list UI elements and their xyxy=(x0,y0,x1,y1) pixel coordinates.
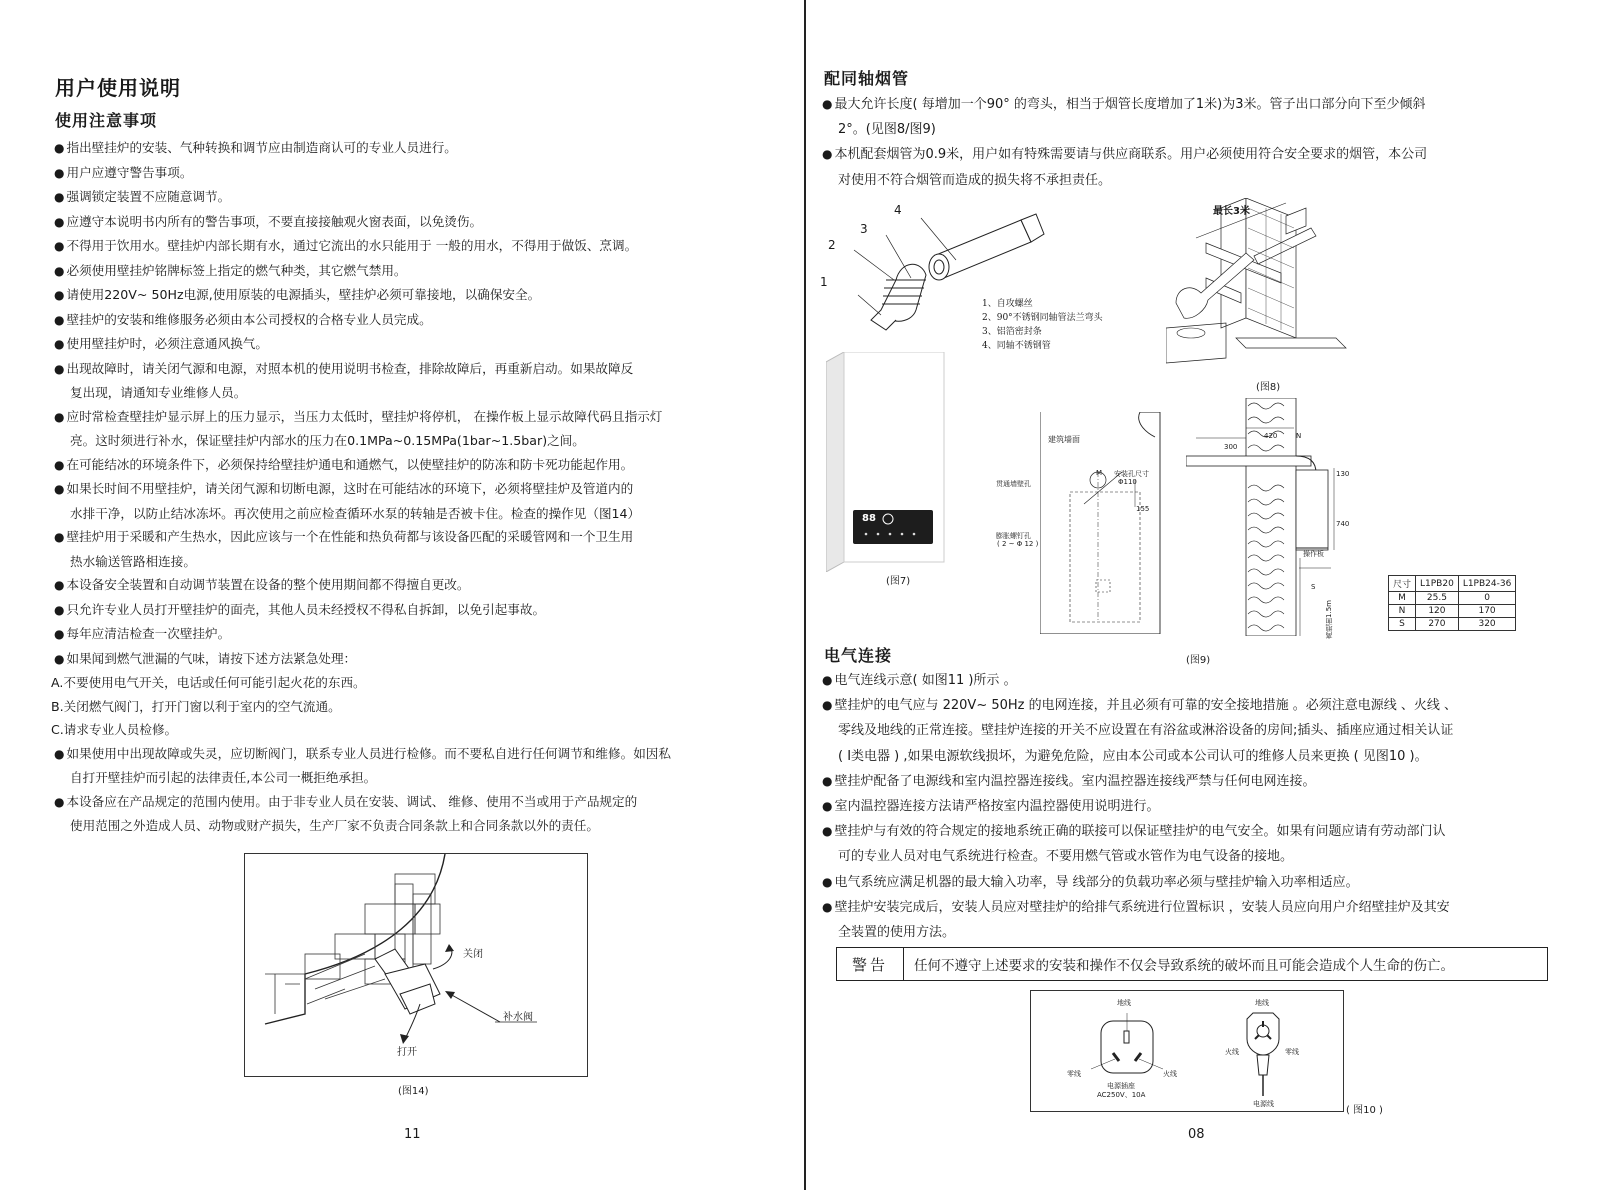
legend-item: 3、铝箔密封条 xyxy=(982,327,1042,337)
list-item-text: ● 用户应遵守警告事项。 xyxy=(54,165,192,180)
list-item xyxy=(54,790,671,838)
list-item xyxy=(54,234,671,259)
list-item xyxy=(822,142,1427,192)
table-cell: 25.5 xyxy=(1416,592,1459,605)
list-item-text: ● 每年应清洁检查一次壁挂炉。 xyxy=(54,626,230,641)
boiler-drawing xyxy=(826,352,956,572)
page-number-left: 11 xyxy=(404,1127,421,1142)
figure-14 xyxy=(244,853,588,1077)
page-title: 用户使用说明 xyxy=(55,76,181,100)
list-item xyxy=(54,453,671,478)
list-item xyxy=(822,769,1457,794)
list-item xyxy=(54,161,671,186)
figure-7-caption: (图7) xyxy=(886,576,911,587)
table-row xyxy=(1389,618,1516,631)
neutral-wire-label: 零线 xyxy=(1067,1070,1081,1078)
table-cell: S xyxy=(1389,618,1416,631)
legend-item: 1、自攻螺丝 xyxy=(982,299,1033,309)
list-item-text: ● 本设备应在产品规定的范围内使用。由于非专业人员在安装、调试、 维修、使用不当或用于产品规定的 xyxy=(54,794,637,809)
list-item-text: 可的专业人员对电气系统进行检查。不要用燃气管或水管作为电气设备的接地。 xyxy=(838,849,1294,865)
table-cell: M xyxy=(1389,592,1416,605)
list-item xyxy=(822,92,1427,142)
plug-neutral-label: 零线 xyxy=(1285,1048,1299,1056)
install-dim: Φ110 xyxy=(1118,478,1137,486)
list-item xyxy=(54,308,671,333)
part-number-3: 3 xyxy=(860,222,868,236)
list-item-text: ● 壁挂炉用于采暖和产生热水，因此应该与一个在性能和热负荷都与该设备匹配的采暖管网和一个卫生用 xyxy=(54,529,633,544)
list-subitem: A.不要使用电气开关，电话或任何可能引起火花的东西。 xyxy=(51,675,366,690)
list-item xyxy=(822,819,1457,869)
list-item-text: ● 不得用于饮用水。壁挂炉内部长期有水，通过它流出的水只能用于 一般的用水，不得用于做饭、烹调。 xyxy=(54,238,637,253)
list-item-text: ● 电气系统应满足机器的最大输入功率，导 线部分的负载功率必须与壁挂炉输入功率相适应。 xyxy=(822,875,1359,890)
close-label: 关闭 xyxy=(463,949,483,960)
list-item xyxy=(54,283,671,308)
open-label: 打开 xyxy=(397,1047,417,1058)
list-item xyxy=(54,332,671,357)
ground-wire-label: 地线 xyxy=(1117,999,1131,1007)
table-cell: 0 xyxy=(1458,592,1516,605)
list-item-text: ● 使用壁挂炉时，必须注意通风换气。 xyxy=(54,336,268,351)
figure-10 xyxy=(1030,990,1344,1112)
legend-item: 4、同轴不锈钢管 xyxy=(982,341,1051,351)
list-item-text: ● 强调锁定装置不应随意调节。 xyxy=(54,189,230,204)
table-header-row xyxy=(1389,576,1516,592)
list-item-text: 复出现，请通知专业维修人员。 xyxy=(70,385,247,400)
table-row xyxy=(1389,592,1516,605)
list-item xyxy=(54,477,671,525)
table-header-cell: L1PB20 xyxy=(1416,576,1459,592)
part-number-1: 1 xyxy=(820,275,828,289)
list-item-text: ● 必须使用壁挂炉铭牌标签上指定的燃气种类，其它燃气禁用。 xyxy=(54,263,407,278)
flue-list xyxy=(822,92,1427,193)
list-item-text: ● 指出壁挂炉的安装、气种转换和调节应由制造商认可的专业人员进行。 xyxy=(54,140,457,155)
socket-rating: AC250V、10A xyxy=(1097,1091,1146,1099)
install-label: 安装孔尺寸 xyxy=(1114,470,1149,478)
list-item xyxy=(822,794,1457,819)
list-item-text: 水排干净，以防止结冰冻坏。再次使用之前应检查循环水泵的转轴是否被卡住。检查的操作见（图14） xyxy=(70,505,641,521)
list-item xyxy=(822,668,1457,693)
part-number-4: 4 xyxy=(894,203,902,217)
part-number-2: 2 xyxy=(828,238,836,252)
list-item xyxy=(54,525,671,573)
list-item-text: ● 电气连线示意( 如图11 )所示 。 xyxy=(822,673,1017,688)
list-item xyxy=(54,598,671,623)
dimension-table xyxy=(1388,575,1516,631)
list-subitem: C.请求专业人员检修。 xyxy=(51,722,178,737)
parts-legend xyxy=(982,297,1103,353)
list-item-text: 亮。这时须进行补水，保证壁挂炉内部水的压力在0.1MPa~0.15MPa(1bar~1.5bar)之间。 xyxy=(70,433,585,448)
wall-install-drawing xyxy=(1040,412,1170,634)
list-item-text: ● 本机配套烟管为0.9米，用户如有特殊需要请与供应商联系。用户必须使用符合安全要求的烟管，本公司 xyxy=(822,147,1427,162)
table-cell: 170 xyxy=(1458,605,1516,618)
list-item-text: ● 壁挂炉安装完成后，安装人员应对壁挂炉的给排气系统进行位置标识 ，安装人员应向用户介绍壁挂炉及其安 xyxy=(822,900,1450,915)
plug-ground-label: 地线 xyxy=(1255,999,1269,1007)
list-item xyxy=(54,647,671,672)
list-item-text: ● 壁挂炉的安装和维修服务必须由本公司授权的合格专业人员完成。 xyxy=(54,312,432,327)
list-item xyxy=(54,210,671,235)
list-item-text: 全装置的使用方法。 xyxy=(838,925,956,941)
list-item-text: ● 应时常检查壁挂炉显示屏上的压力显示，当压力太低时，壁挂炉将停机， 在操作板上显示故障代码且指示灯 xyxy=(54,409,662,424)
figure-14-caption: (图14) xyxy=(398,1086,429,1097)
flue-wall-drawing xyxy=(1166,198,1356,373)
s-label: S xyxy=(1311,583,1316,591)
list-item xyxy=(54,405,671,453)
list-item-text: ● 在可能结冰的环境条件下，必须保持给壁挂炉通电和通燃气，以使壁挂炉的防冻和防卡死功能起作用。 xyxy=(54,457,633,472)
list-item xyxy=(54,622,671,647)
table-row xyxy=(1389,605,1516,618)
list-item xyxy=(822,870,1457,895)
valve-label: 补水阀 xyxy=(503,1012,533,1023)
cord-label: 电源线 xyxy=(1253,1100,1274,1108)
list-item-text: ● 如果长时间不用壁挂炉，请关闭气源和切断电源，这时在可能结冰的环境下，必须将壁挂炉及管道内的 xyxy=(54,481,633,496)
list-item xyxy=(822,895,1457,945)
dim-155: 155 xyxy=(1136,505,1150,513)
warning-text: 任何不遵守上述要求的安装和操作不仅会导致系统的破坏而且可能会造成个人生命的伤亡。 xyxy=(914,958,1454,974)
list-item-text: 对使用不符合烟管而造成的损失将不承担责任。 xyxy=(838,172,1112,188)
electrical-list xyxy=(822,668,1457,945)
panel-label: 操作板 xyxy=(1303,550,1324,558)
list-item xyxy=(54,357,671,405)
wall-label: 建筑墙面 xyxy=(1048,435,1080,444)
list-item xyxy=(54,259,671,284)
list-item xyxy=(54,185,671,210)
list-item-text: 自打开壁挂炉而引起的法律责任,本公司一概拒绝承担。 xyxy=(70,770,377,785)
list-item-text: ● 壁挂炉的电气应与 220V~ 50Hz 的电网连接，并且必须有可靠的安全接地措施 。必须注意电源线 、火线 、 xyxy=(822,698,1457,713)
figure-9-caption: (图9) xyxy=(1186,655,1211,666)
dim-300: 300 xyxy=(1224,443,1238,451)
screw-label: 膨胀螺钉孔 xyxy=(996,532,1031,540)
list-item-text: ● 出现故障时，请关闭气源和电源，对照本机的使用说明书检查，排除故障后，再重新启动。如果故障反 xyxy=(54,361,633,376)
list-item-text: ● 只允许专业人员打开壁挂炉的面壳，其他人员未经授权不得私自拆卸，以免引起事故。 xyxy=(54,602,545,617)
live-wire-label: 火线 xyxy=(1163,1070,1177,1078)
figure-8-caption: (图8) xyxy=(1256,382,1281,393)
boiler-display: 88 xyxy=(862,513,876,524)
warning-box xyxy=(836,947,1548,981)
table-cell: 270 xyxy=(1416,618,1459,631)
dim-420: 420 xyxy=(1264,432,1278,440)
section-title: 使用注意事项 xyxy=(55,111,158,130)
legend-item: 2、90°不锈钢同轴管法兰弯头 xyxy=(982,313,1103,323)
list-item xyxy=(54,136,671,161)
list-item-text: ● 应遵守本说明书内所有的警告事项，不要直接接触观火窗表面，以免烫伤。 xyxy=(54,214,482,229)
list-item-text: 热水输送管路相连接。 xyxy=(70,553,196,569)
list-subitem: B.关闭燃气阀门，打开门窗以利于室内的空气流通。 xyxy=(51,698,341,714)
hole-label: 贯通墙壁孔 xyxy=(996,480,1031,488)
electrical-section-title: 电气连接 xyxy=(824,646,893,665)
list-item-text: ● 壁挂炉与有效的符合规定的接地系统正确的联接可以保证壁挂炉的电气安全。如果有问题应请有劳动部门认 xyxy=(822,824,1446,839)
list-item-text: ● 请使用220V~ 50Hz电源,使用原装的电源插头，壁挂炉必须可靠接地，以确保安全。 xyxy=(54,287,540,302)
list-item-text: ● 室内温控器连接方法请严格按室内温控器使用说明进行。 xyxy=(822,799,1160,814)
list-item-text: ● 如果闻到燃气泄漏的气味，请按下述方法紧急处理： xyxy=(54,651,356,666)
table-cell: 320 xyxy=(1458,618,1516,631)
dim-130: 130 xyxy=(1336,470,1350,478)
n-label: N xyxy=(1296,432,1302,440)
list-item xyxy=(822,693,1457,769)
figure-10-caption: ( 图10 ) xyxy=(1346,1105,1383,1116)
warning-label: 警告 xyxy=(837,948,904,980)
flue-section-title: 配同轴烟管 xyxy=(824,69,910,88)
socket-label: 电源插座 xyxy=(1107,1082,1135,1090)
table-cell: N xyxy=(1389,605,1416,618)
table-header-cell: 尺寸 xyxy=(1389,576,1416,592)
list-item-text: 零线及地线的正常连接。壁挂炉连接的开关不应设置在有浴盆或淋浴设备的房间;插头、插座应通过相关认证 xyxy=(838,723,1454,739)
plug-live-label: 火线 xyxy=(1225,1048,1239,1056)
notice-list xyxy=(51,136,671,838)
max-length-label: 最长3米 xyxy=(1213,206,1250,217)
right-page xyxy=(806,0,1610,1190)
list-item-text: 使用范围之外造成人员、动物或财产损失，生产厂家不负责合同条款上和合同条款以外的责任。 xyxy=(70,818,599,833)
dim-740: 740 xyxy=(1336,520,1350,528)
list-item xyxy=(54,573,671,598)
side-section-drawing xyxy=(1186,398,1336,636)
page-number-right: 08 xyxy=(1188,1127,1205,1142)
list-item xyxy=(54,742,671,790)
table-cell: 120 xyxy=(1416,605,1459,618)
ground-label: 离地面1.5m xyxy=(1325,600,1333,639)
list-item-text: ● 最大允许长度( 每增加一个90° 的弯头，相当于烟管长度增加了1米)为3米。管子出口部分向下至少倾斜 xyxy=(822,97,1425,112)
screw-dim: ( 2 ~ Φ 12 ) xyxy=(997,540,1039,548)
list-item-text: ● 壁挂炉配备了电源线和室内温控器连接线。室内温控器连接线严禁与任何电网连接。 xyxy=(822,774,1316,789)
list-item-text: ( Ⅰ类电器 ) ,如果电源软线损坏，为避免危险，应由本公司或本公司认可的维修人员来更换 ( 见图10 )。 xyxy=(838,748,1428,764)
table-header-cell: L1PB24-36 xyxy=(1458,576,1516,592)
m-label: M xyxy=(1096,469,1103,477)
list-item-text: ● 如果使用中出现故障或失灵，应切断阀门，联系专业人员进行检修。而不要私自进行任何调节和维修。如因私 xyxy=(54,746,671,761)
list-item-text: 2°。(见图8/图9) xyxy=(838,122,936,138)
list-item-text: ● 本设备安全装置和自动调节装置在设备的整个使用期间都不得擅自更改。 xyxy=(54,577,469,592)
